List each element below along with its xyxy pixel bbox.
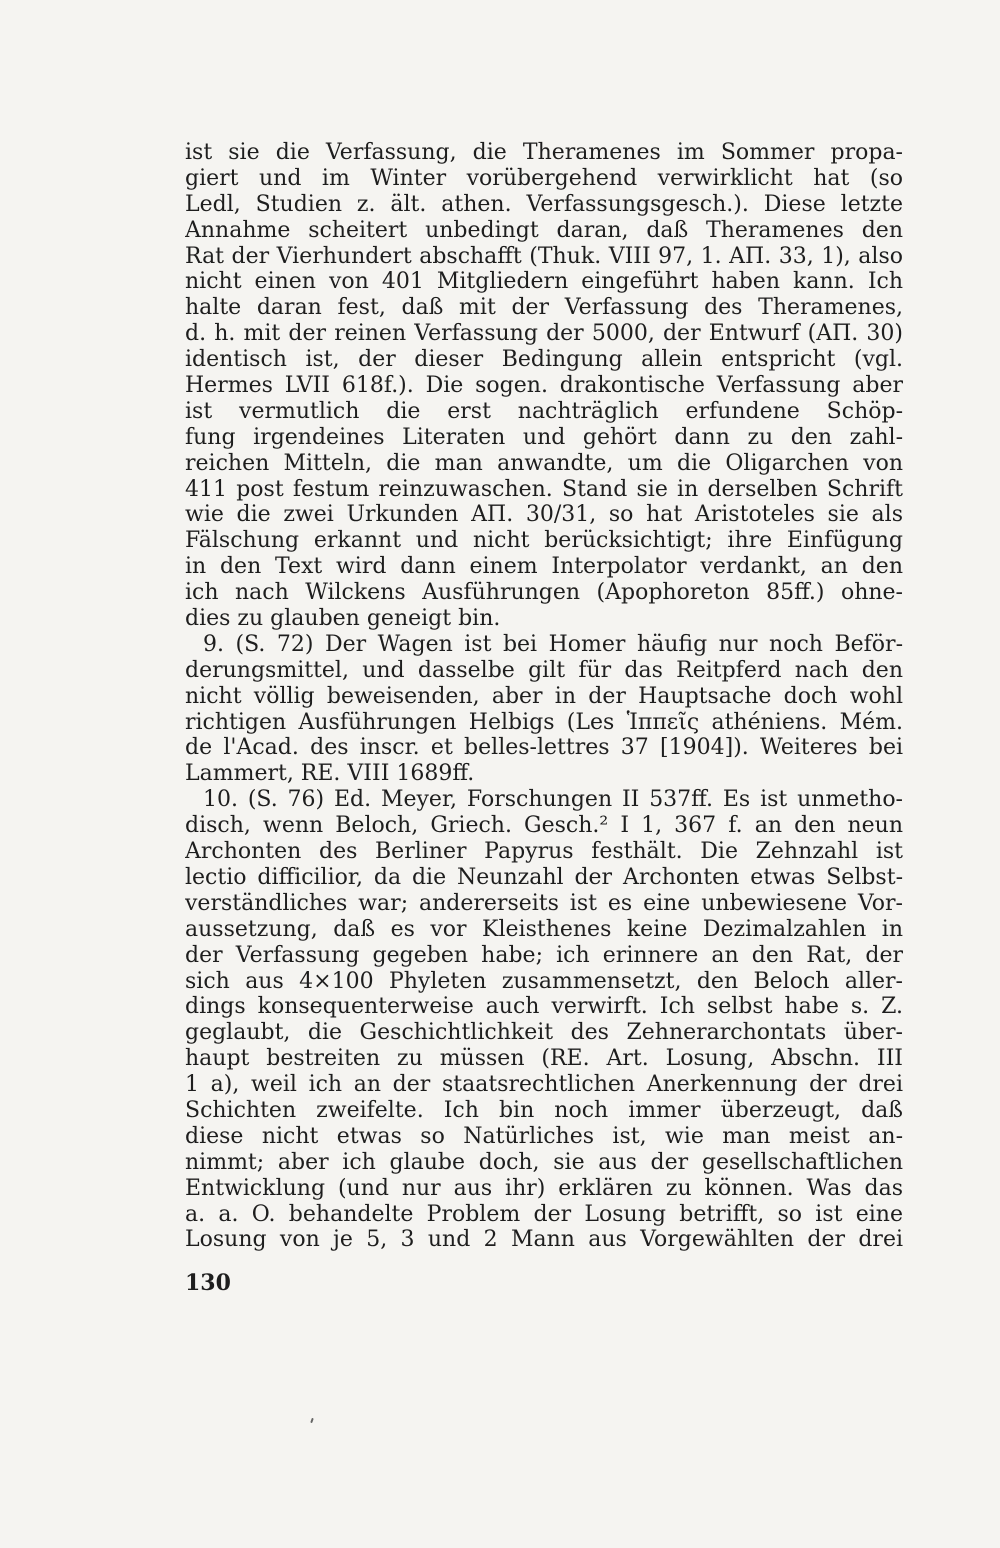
text-line: halte daran fest, daß mit der Verfassung des Theramenes, [185, 295, 903, 321]
text-line: identisch ist, der dieser Bedingung allein entspricht (vgl. [185, 347, 903, 373]
text-line: der Verfassung gegeben habe; ich erinnere an den Rat, der [185, 942, 903, 968]
text-line: Schichten zweifelte. Ich bin noch immer überzeugt, daß [185, 1097, 903, 1123]
text-line: nicht völlig beweisenden, aber in der Hauptsache doch wohl [185, 683, 903, 709]
text-line: verständliches war; andererseits ist es eine unbewiesene Vor- [185, 890, 903, 916]
text-block [185, 140, 903, 1253]
text-line: Fälschung erkannt und nicht berücksichtigt; ihre Einfügung [185, 528, 903, 554]
text-line: reichen Mitteln, die man anwandte, um die Oligarchen von [185, 450, 903, 476]
text-line: nimmt; aber ich glaube doch, sie aus der gesellschaftlichen [185, 1149, 903, 1175]
text-line: 9. (S. 72) Der Wagen ist bei Homer häufig nur noch Beför- [203, 631, 903, 657]
text-line: in den Text wird dann einem Interpolator verdankt, an den [185, 554, 903, 580]
text-line: lectio difficilior, da die Neunzahl der Archonten etwas Selbst- [185, 864, 903, 890]
text-line: disch, wenn Beloch, Griech. Gesch.² I 1, 367 f. an den neun [185, 813, 903, 839]
text-line: d. h. mit der reinen Verfassung der 5000, der Entwurf (AΠ. 30) [185, 321, 903, 347]
paper-speck [310, 1418, 314, 1423]
note-9 [185, 632, 903, 787]
text-line: ist vermutlich die erst nachträglich erfundene Schöp- [185, 398, 903, 424]
text-line: de l'Acad. des inscr. et belles-lettres 37 [1904]). Weiteres bei [185, 735, 903, 761]
text-line: dings konsequenterweise auch verwirft. Ich selbst habe s. Z. [185, 994, 903, 1020]
text-line: Ledl, Studien z. ält. athen. Verfassungsgesch.). Diese letzte [185, 191, 903, 217]
text-line: derungsmittel, und dasselbe gilt für das Reitpferd nach den [185, 657, 903, 683]
note-10 [185, 787, 903, 1253]
text-line: sich aus 4×100 Phyleten zusammensetzt, den Beloch aller- [185, 968, 903, 994]
text-line: richtigen Ausführungen Helbigs (Les Ἱππεῖς athéniens. Mém. [185, 709, 903, 735]
text-line: 10. (S. 76) Ed. Meyer, Forschungen II 537ff. Es ist unmetho- [203, 787, 903, 813]
text-line: a. a. O. behandelte Problem der Losung betrifft, so ist eine [185, 1201, 903, 1227]
text-line: Losung von je 5, 3 und 2 Mann aus Vorgewählten der drei [185, 1227, 903, 1253]
text-line: aussetzung, daß es vor Kleisthenes keine Dezimalzahlen in [185, 916, 903, 942]
page-number: 130 [185, 1270, 231, 1296]
text-line: giert und im Winter vorübergehend verwirklicht hat (so [185, 165, 903, 191]
text-line: fung irgendeines Literaten und gehört dann zu den zahl- [185, 424, 903, 450]
text-line: ich nach Wilckens Ausführungen (Apophoreton 85ff.) ohne- [185, 580, 903, 606]
text-line: geglaubt, die Geschichtlichkeit des Zehnerarchontats über- [185, 1020, 903, 1046]
text-line: ist sie die Verfassung, die Theramenes im Sommer propa- [185, 140, 903, 165]
text-line: dies zu glauben geneigt bin. [185, 606, 501, 632]
text-line: 411 post festum reinzuwaschen. Stand sie in derselben Schrift [185, 476, 903, 502]
text-line: haupt bestreiten zu müssen (RE. Art. Losung, Abschn. III [185, 1046, 903, 1072]
text-line: Hermes LVII 618f.). Die sogen. drakontische Verfassung aber [185, 373, 903, 399]
text-line: Entwicklung (und nur aus ihr) erklären zu können. Was das [185, 1175, 903, 1201]
text-line: Archonten des Berliner Papyrus festhält. Die Zehnzahl ist [185, 839, 903, 865]
text-line: nicht einen von 401 Mitgliedern eingeführt haben kann. Ich [185, 269, 903, 295]
text-line: Rat der Vierhundert abschafft (Thuk. VIII 97, 1. AΠ. 33, 1), also [185, 243, 903, 269]
text-line: diese nicht etwas so Natürliches ist, wie man meist an- [185, 1123, 903, 1149]
text-line: Lammert, RE. VIII 1689ff. [185, 761, 475, 787]
text-line: 1 a), weil ich an der staatsrechtlichen Anerkennung der drei [185, 1072, 903, 1098]
text-line: wie die zwei Urkunden AΠ. 30/31, so hat Aristoteles sie als [185, 502, 903, 528]
text-line: Annahme scheitert unbedingt daran, daß Theramenes den [185, 217, 903, 243]
paragraph-continuation [185, 140, 903, 632]
